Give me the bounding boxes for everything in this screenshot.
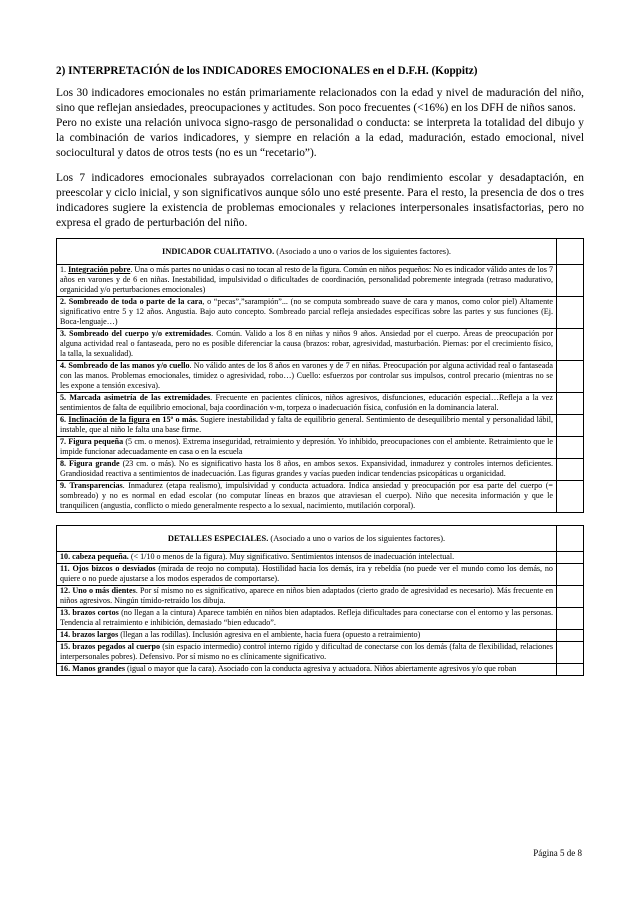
table-header xyxy=(57,239,557,265)
detail-name: cabeza pequeña. xyxy=(72,552,129,561)
table-header-note: (Asociado a uno o varios de los siguientes factores). xyxy=(268,534,446,543)
indicator-name: Sombreado de toda o parte de la cara xyxy=(68,297,203,306)
table-row xyxy=(57,459,584,481)
detail-text: (< 1/10 o menos de la figura). Muy significativo. Sentimientos intensos de inadecuación intelectual. xyxy=(128,552,455,561)
indicator-name: Integración pobre xyxy=(68,265,131,274)
page-number: Página 5 de 8 xyxy=(533,848,582,858)
detail-number: 12. xyxy=(60,586,73,595)
indicator-text: Sugiere inestabilidad y falta de equilibrio general. Sentimiento de desequilibrio mental y personalidad lábil, instable, que al niño le falta una base firme. xyxy=(60,415,554,434)
table-header-row xyxy=(57,239,584,265)
detail-name: Manos grandes xyxy=(72,664,125,673)
indicator-cell xyxy=(57,329,557,361)
indicator-number: 4. xyxy=(60,361,69,370)
indicator-number: 7. xyxy=(60,437,69,446)
table-row xyxy=(57,329,584,361)
mark-cell[interactable] xyxy=(557,526,584,552)
indicator-cell xyxy=(57,415,557,437)
indicator-text: . Común. Valido a los 8 en niñas y niños 9 años. Ansiedad por el cuerpo. Áreas de preocupación por alguna actividad real o fantaseada, pero no es posible diferenciar la causa (brazos: robar, agresividad, masturbación. Piernas: por el crecimiento físico, la talla, la sexualidad). xyxy=(60,329,554,358)
indicator-text: (23 cm. o más). No es significativo hasta los 8 años, en ambos sexos. Expansividad, inmadurez y controles internos deficientes. Grandiosidad reactiva a sentimientos de inadecuación. Las figuras grandes y vacías pueden indicar tendencias psicopáticas u organicidad. xyxy=(60,459,553,478)
mark-cell[interactable] xyxy=(557,608,584,630)
table-row xyxy=(57,664,584,676)
detail-cell xyxy=(57,608,557,630)
detail-text: (llegan a las rodillas). Inclusión agresiva en el ambiente, hacia fuera (opuesto a retraimiento) xyxy=(118,630,421,639)
indicator-number: 2. xyxy=(60,297,69,306)
mark-cell[interactable] xyxy=(557,297,584,329)
detail-cell xyxy=(57,664,557,676)
indicator-cell xyxy=(57,459,557,481)
table-row xyxy=(57,564,584,586)
detail-name: brazos cortos xyxy=(72,608,119,617)
detail-cell xyxy=(57,552,557,564)
detail-name: brazos largos xyxy=(72,630,119,639)
mark-cell[interactable] xyxy=(557,586,584,608)
indicator-number: 6. xyxy=(60,415,69,424)
mark-cell[interactable] xyxy=(557,393,584,415)
table-row xyxy=(57,437,584,459)
table-row xyxy=(57,642,584,664)
indicator-text: (5 cm. o menos). Extrema inseguridad, retraimiento y depresión. Yo inhibido, preocupaciones con el ambiente. Retraimiento que le impide funcionar adecuadamente en casa o en la escuela xyxy=(60,437,553,456)
document-page xyxy=(56,64,584,676)
interpretation-paragraph: Pero no existe una relación univoca signo-rasgo de personalidad o conducta: se interpreta la totalidad del dibujo y la combinación de varios indicadores, y siempre en relación a la edad, maduración, estado emocional, nivel sociocultural y datos de otros tests (no es un “recetario”). xyxy=(56,117,584,159)
mark-cell[interactable] xyxy=(557,664,584,676)
detail-text: (mirada de reojo no computa). Hostilidad hacia los demás, ira y rebeldía (no puede ver el mundo como los demás, no quiere o no puede ajustarse a los modos esperados de comportarse). xyxy=(60,564,553,583)
detail-number: 13. xyxy=(60,608,73,617)
detail-cell xyxy=(57,630,557,642)
table-row xyxy=(57,552,584,564)
indicator-name: Figura grande xyxy=(69,459,120,468)
mark-cell[interactable] xyxy=(557,642,584,664)
mark-cell[interactable] xyxy=(557,437,584,459)
table-header-title: DETALLES ESPECIALES. xyxy=(167,534,269,543)
indicator-number: 1. xyxy=(60,265,69,274)
detail-number: 15. xyxy=(60,642,73,651)
table-row xyxy=(57,297,584,329)
qualitative-indicators-table xyxy=(56,238,584,513)
table-row xyxy=(57,481,584,513)
indicator-cell xyxy=(57,265,557,297)
underlined-indicators-paragraph: Los 7 indicadores emocionales subrayados correlacionan con bajo rendimiento escolar y desadaptación, en preescolar y ciclo inicial, y son significativos aunque sólo uno esté presente. Para el resto, la presencia de dos o tres indicadores sugiere la existencia de problemas emocionales y relaciones interpersonales insatisfactorias, pero no expresa el grado de perturbación del niño. xyxy=(56,172,584,229)
indicator-name: Sombreado del cuerpo y/o extremidades xyxy=(69,329,212,338)
indicator-name: Marcada asimetría de las extremidades xyxy=(69,393,211,402)
detail-text: (no llegan a la cintura) Aparece también en niños bien adaptados. Refleja dificultades para conectarse con el entorno y las personas. Tendencia al retraimiento e inhibición, demasiado “bien educado”. xyxy=(60,608,554,627)
table-spacer xyxy=(56,513,584,525)
detail-cell xyxy=(57,586,557,608)
indicator-number: 3. xyxy=(60,329,70,338)
indicator-name-suffix: en 15º o más. xyxy=(149,415,198,424)
mark-cell[interactable] xyxy=(557,552,584,564)
table-header xyxy=(57,526,557,552)
table-row xyxy=(57,630,584,642)
detail-cell xyxy=(57,564,557,586)
indicator-text: . Una o más partes no unidas o casi no tocan al resto de la figura. Común en niños pequeños: No es indicador válido antes de los 7 años en varones y de 6 en niñas. Inestabilidad, impulsividad o dificultades de coordinación, personalidad pobremente integrada (retraso madurativo, organicidad y/o perturbaciones emocionales) xyxy=(60,265,553,294)
table-row xyxy=(57,608,584,630)
indicator-number: 8. xyxy=(60,459,70,468)
indicator-name: Inclinación de la figura xyxy=(68,415,150,424)
indicator-name: Figura pequeña xyxy=(68,437,124,446)
mark-cell[interactable] xyxy=(557,415,584,437)
indicator-number: 9. xyxy=(60,481,70,490)
detail-number: 10. xyxy=(60,552,73,561)
table-row xyxy=(57,393,584,415)
indicator-name: Sombreado de las manos y/o cuello xyxy=(68,361,190,370)
intro-paragraph: Los 30 indicadores emocionales no están primariamente relacionados con la edad y nivel de maduración del niño, sino que reflejan ansiedades, preocupaciones y actitudes. Son poco frecuentes (<16%) en los DFH de niños sanos. xyxy=(56,87,584,114)
detail-text: . Por sí mismo no es significativo, aparece en niños bien adaptados (cierto grado de agresividad es necesario). Más frecuente en niños agresivos. Ningún tímido-retraído los dibuja. xyxy=(60,586,553,605)
indicator-text: . Frecuente en pacientes clínicos, niños agresivos, disfunciones, educación especial…Refleja a la vez sentimientos de falta de equilibrio emocional, baja coordinación v-m, torpeza o inadecuación física, confusión en la dominancia lateral. xyxy=(60,393,553,412)
mark-cell[interactable] xyxy=(557,630,584,642)
mark-cell[interactable] xyxy=(557,481,584,513)
indicator-cell xyxy=(57,361,557,393)
detail-number: 14. xyxy=(60,630,73,639)
indicator-cell xyxy=(57,481,557,513)
table-row xyxy=(57,586,584,608)
mark-cell[interactable] xyxy=(557,329,584,361)
table-row xyxy=(57,361,584,393)
table-header-title: INDICADOR CUALITATIVO. xyxy=(162,247,275,256)
indicator-text: . No válido antes de los 8 años en varones y de 7 en niñas. Preocupación por alguna actividad real o fantaseada con las manos. Problemas emocionales, timidez o agresividad, robo…) Cuello: esfuerzos por controlar sus impulsos, control precario (mientras no se les expone a tensión excesiva). xyxy=(60,361,553,390)
table-header-note: (Asociado a uno o varios de los siguientes factores). xyxy=(274,247,451,256)
detail-number: 11. xyxy=(60,564,73,573)
mark-cell[interactable] xyxy=(557,564,584,586)
detail-number: 16. xyxy=(60,664,73,673)
section-title: 2) INTERPRETACIÓN de los INDICADORES EMOCIONALES en el D.F.H. (Koppitz) xyxy=(56,65,478,77)
indicator-text: . Inmadurez (etapa realismo), impulsividad y conducta actuadora. Indica ansiedad y preocupación por esa parte del cuerpo (= sombreado) y no es normal en edad escolar (no computar líneas en brazos que atraviesan el cuerpo). Niño que necesita información y que le tranquilicen (angustia, conflicto o miedo generalmente respecto a lo sexual, nacimiento, mutilación corporal). xyxy=(60,481,553,510)
indicator-number: 5. xyxy=(60,393,70,402)
table-row xyxy=(57,415,584,437)
detail-name: Uno o más dientes xyxy=(72,586,136,595)
detail-text: (sin espacio intermedio) control interno rígido y dificultad de conectarse con los demás (falta de flexibilidad, relaciones interpersonales pobres). Defensivo. Por sí mismo no es clínicamente significativo. xyxy=(60,642,554,661)
mark-cell[interactable] xyxy=(557,459,584,481)
table-row xyxy=(57,265,584,297)
indicator-cell xyxy=(57,393,557,415)
mark-cell[interactable] xyxy=(557,265,584,297)
indicator-name: Transparencias xyxy=(69,481,123,490)
detail-text: (igual o mayor que la cara). Asociado con la conducta agresiva y actuadora. Niños abiertamente agresivos y/o que roban xyxy=(124,664,517,673)
indicator-text: , o “pecas”,”sarampión”... (no se computa sombreado suave de cara y manos, como color piel) Altamente significativo entre 5 y 12 años. Angustia. Bajo auto concepto. Sombreado parcial refleja ansiedades específicas sobre las partes y sus funciones (Ej. Boca-lenguaje…) xyxy=(60,297,554,326)
indicator-cell xyxy=(57,297,557,329)
mark-cell[interactable] xyxy=(557,361,584,393)
detail-name: Ojos bizcos o desviados xyxy=(72,564,156,573)
indicator-cell xyxy=(57,437,557,459)
table-header-row xyxy=(57,526,584,552)
detail-name: brazos pegados al cuerpo xyxy=(72,642,161,651)
detail-cell xyxy=(57,642,557,664)
special-details-table xyxy=(56,525,584,676)
mark-cell[interactable] xyxy=(557,239,584,265)
